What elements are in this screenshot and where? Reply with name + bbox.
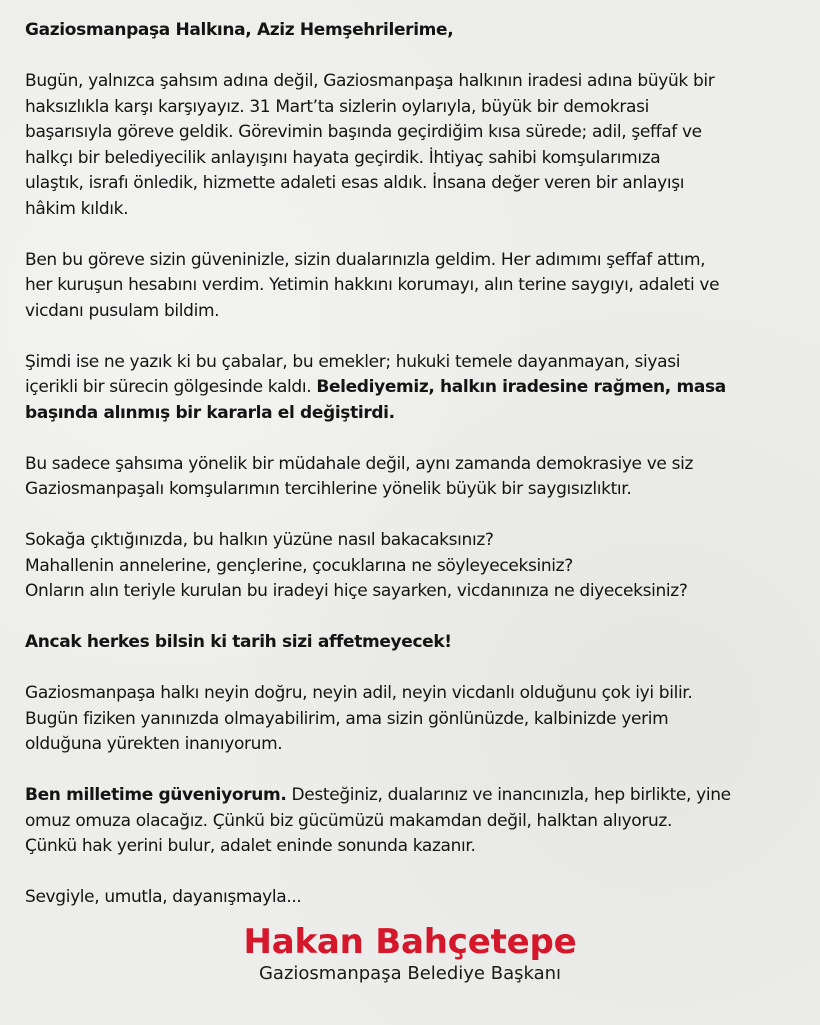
letter-closing: Sevgiyle, umutla, dayanışmayla... (25, 887, 302, 907)
paragraph-line: vicdanı pusulam bildim. (25, 300, 220, 321)
paragraph-2 (25, 248, 815, 325)
paragraph-line: olduğuna yürekten inanıyorum. (25, 734, 283, 754)
emphasis-text: başında alınmış bir kararla el değiştirdi. (25, 402, 395, 423)
emphasis-text: Belediyemiz, halkın iradesine rağmen, masa (316, 377, 726, 397)
paragraph-line: başarısıyla göreve geldik. Görevimin başında geçirdiğim kısa sürede; adil, şeffaf ve (25, 122, 702, 142)
paragraph-text: Desteğiniz, dualarınız ve inancınızla, hep birlikte, yine (286, 785, 731, 805)
signature-name: Hakan Bahçetepe (243, 922, 577, 962)
paragraph-1 (25, 69, 815, 222)
paragraph-line: omuz omuza olacağız. Çünkü biz gücümüzü makamdan değil, halktan alıyoruz. (25, 810, 673, 831)
paragraph-line: Şimdi ise ne yazık ki bu çabalar, bu emekler; hukuki temele dayanmayan, siyasi (25, 351, 681, 372)
paragraph-line: Ben bu göreve sizin güveninizle, sizin dualarınızla geldim. Her adımımı şeffaf attım, (25, 249, 706, 270)
emphasis-text: Ancak herkes bilsin ki tarih sizi affetmeyecek! (25, 632, 452, 652)
letter-body (25, 18, 815, 911)
paragraph-line: hâkim kıldık. (25, 198, 129, 219)
paragraph-line (25, 783, 815, 809)
letter-greeting: Gaziosmanpaşa Halkına, Aziz Hemşehrilerime, (25, 20, 454, 40)
paragraph-7 (25, 681, 815, 758)
paragraph-line: ulaştık, israfı önledik, hizmette adaleti esas aldık. İnsana değer veren bir anlayışı (25, 173, 685, 193)
paragraph-line: Mahallenin annelerine, gençlerine, çocuklarına ne söyleyeceksiniz? (25, 555, 573, 576)
paragraph-line: Bugün fiziken yanınızda olmayabilirim, ama sizin gönlünüzde, kalbinizde yerim (25, 708, 669, 729)
paragraph-line: halkçı bir belediyecilik anlayışını hayata geçirdik. İhtiyaç sahibi komşularımıza (25, 147, 661, 168)
paragraph-6 (25, 630, 815, 656)
paragraph-line: haksızlıkla karşı karşıyayız. 31 Mart’ta sizlerin oylarıyla, büyük bir demokrasi (25, 96, 650, 117)
paragraph-line (25, 375, 815, 401)
paragraph-line: Sokağa çıktığınızda, bu halkın yüzüne nasıl bakacaksınız? (25, 530, 494, 550)
paragraph-line: Çünkü hak yerini bulur, adalet eninde sonunda kazanır. (25, 836, 476, 856)
paragraph-3 (25, 350, 815, 427)
paragraph-line: her kuruşun hesabını verdim. Yetimin hakkını korumayı, alın terine saygıyı, adaleti ve (25, 275, 720, 295)
paragraph-line: Onların alın teriyle kurulan bu iradeyi hiçe sayarken, vicdanınıza ne diyeceksiniz? (25, 581, 688, 601)
paragraph-line: Bu sadece şahsıma yönelik bir müdahale değil, aynı zamanda demokrasiye ve siz (25, 453, 694, 474)
paragraph-8 (25, 783, 815, 860)
paragraph-line: Gaziosmanpaşa halkı neyin doğru, neyin adil, neyin vicdanlı olduğunu çok iyi bilir. (25, 683, 693, 703)
paragraph-line: Gaziosmanpaşalı komşularımın tercihlerine yönelik büyük bir saygısızlıktır. (25, 479, 632, 499)
paragraph-text: içerikli bir sürecin gölgesinde kaldı. (25, 377, 317, 397)
paragraph-5 (25, 528, 815, 605)
emphasis-text: Ben milletime güveniyorum. (25, 785, 287, 805)
signature-title: Gaziosmanpaşa Belediye Başkanı (258, 963, 562, 984)
signature-block (0, 922, 820, 986)
paragraph-line: Bugün, yalnızca şahsım adına değil, Gaziosmanpaşa halkının iradesi adına büyük bir (25, 71, 715, 91)
paragraph-line (25, 401, 815, 427)
paragraph-4 (25, 452, 815, 503)
